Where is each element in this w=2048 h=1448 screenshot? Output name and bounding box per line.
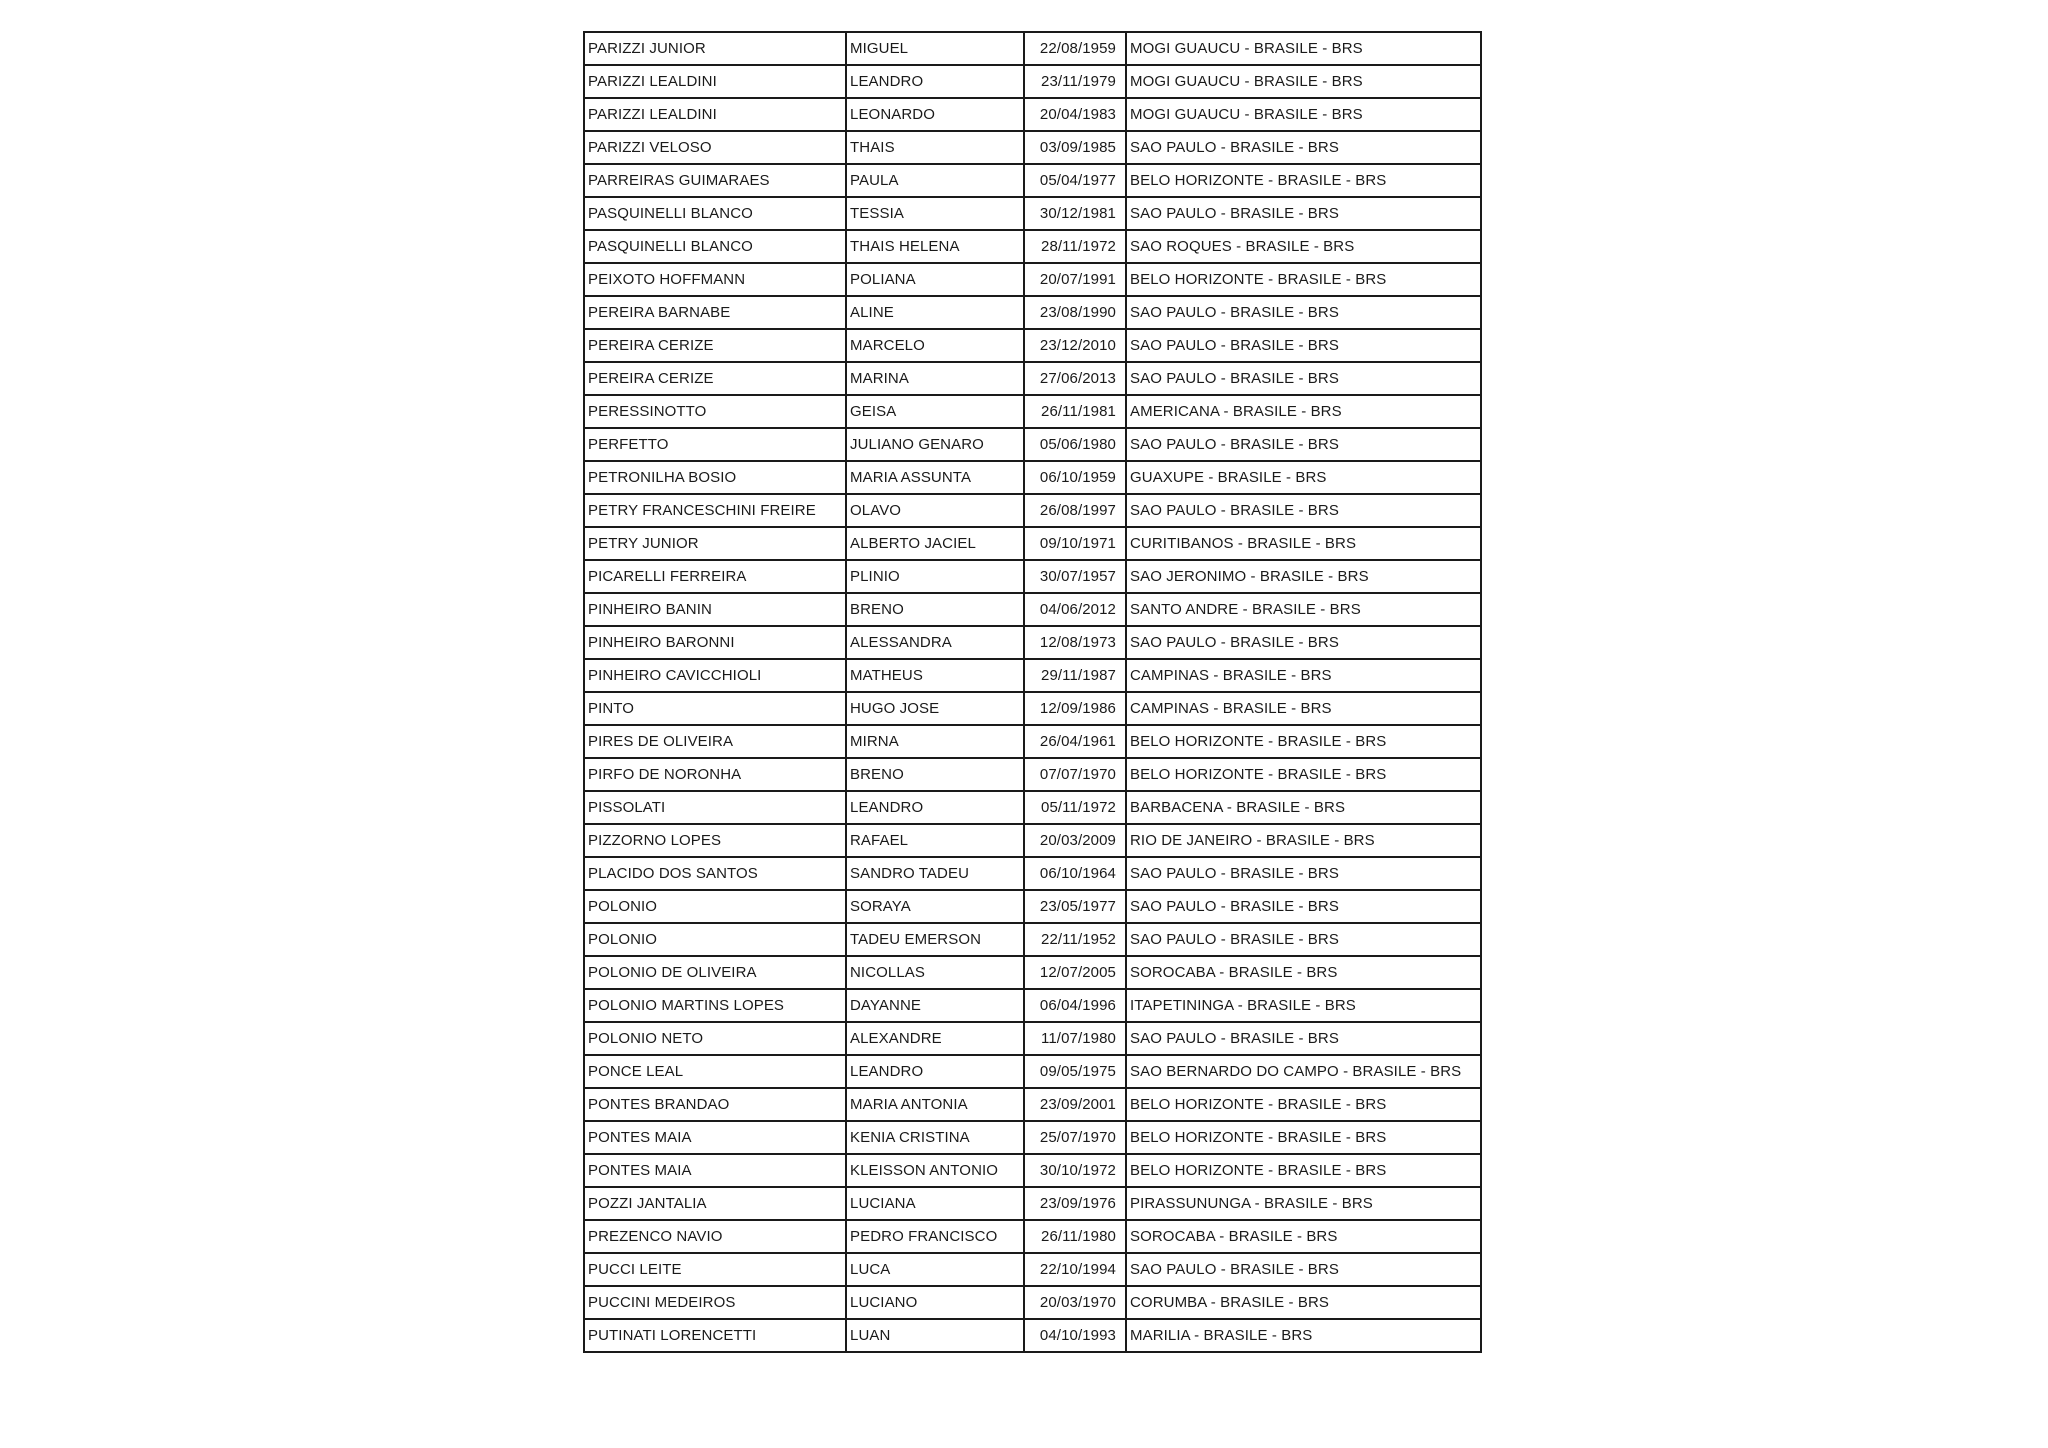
document-page [583,31,1482,1353]
birth-place-cell: SAO PAULO - BRASILE - BRS [1126,626,1481,659]
birth-date-cell: 06/10/1964 [1024,857,1126,890]
given-name-cell: LUCIANA [846,1187,1024,1220]
birth-place-cell: SAO BERNARDO DO CAMPO - BRASILE - BRS [1126,1055,1481,1088]
surname-cell: PINHEIRO BANIN [584,593,846,626]
birth-date-cell: 30/07/1957 [1024,560,1126,593]
table-row [584,626,1481,659]
table-row [584,659,1481,692]
table-row [584,593,1481,626]
table-row [584,692,1481,725]
birth-date-cell: 26/11/1980 [1024,1220,1126,1253]
birth-date-cell: 07/07/1970 [1024,758,1126,791]
birth-date-cell: 20/03/1970 [1024,1286,1126,1319]
table-row [584,560,1481,593]
given-name-cell: SORAYA [846,890,1024,923]
given-name-cell: GEISA [846,395,1024,428]
birth-place-cell: SAO PAULO - BRASILE - BRS [1126,1253,1481,1286]
given-name-cell: BRENO [846,593,1024,626]
given-name-cell: MIGUEL [846,32,1024,65]
birth-place-cell: SAO PAULO - BRASILE - BRS [1126,197,1481,230]
table-row [584,461,1481,494]
birth-place-cell: SAO PAULO - BRASILE - BRS [1126,428,1481,461]
surname-cell: PARIZZI VELOSO [584,131,846,164]
table-row [584,758,1481,791]
given-name-cell: MARINA [846,362,1024,395]
birth-place-cell: BELO HORIZONTE - BRASILE - BRS [1126,725,1481,758]
table-row [584,296,1481,329]
given-name-cell: LUCA [846,1253,1024,1286]
surname-cell: POLONIO DE OLIVEIRA [584,956,846,989]
table-row [584,527,1481,560]
birth-date-cell: 20/04/1983 [1024,98,1126,131]
surname-cell: POLONIO NETO [584,1022,846,1055]
table-row [584,230,1481,263]
surname-cell: POZZI JANTALIA [584,1187,846,1220]
birth-place-cell: BELO HORIZONTE - BRASILE - BRS [1126,1154,1481,1187]
birth-date-cell: 23/05/1977 [1024,890,1126,923]
birth-date-cell: 05/04/1977 [1024,164,1126,197]
given-name-cell: THAIS [846,131,1024,164]
given-name-cell: MATHEUS [846,659,1024,692]
birth-place-cell: MOGI GUAUCU - BRASILE - BRS [1126,98,1481,131]
birth-place-cell: MARILIA - BRASILE - BRS [1126,1319,1481,1352]
table-row [584,395,1481,428]
surname-cell: PISSOLATI [584,791,846,824]
birth-place-cell: SAO PAULO - BRASILE - BRS [1126,329,1481,362]
birth-place-cell: SAO PAULO - BRASILE - BRS [1126,923,1481,956]
birth-date-cell: 30/10/1972 [1024,1154,1126,1187]
birth-place-cell: SANTO ANDRE - BRASILE - BRS [1126,593,1481,626]
table-row [584,1121,1481,1154]
surname-cell: PIZZORNO LOPES [584,824,846,857]
table-row [584,923,1481,956]
birth-place-cell: SAO PAULO - BRASILE - BRS [1126,494,1481,527]
surname-cell: PREZENCO NAVIO [584,1220,846,1253]
birth-date-cell: 23/08/1990 [1024,296,1126,329]
table-row [584,263,1481,296]
given-name-cell: THAIS HELENA [846,230,1024,263]
surname-cell: PONTES BRANDAO [584,1088,846,1121]
birth-place-cell: SAO PAULO - BRASILE - BRS [1126,890,1481,923]
given-name-cell: ALBERTO JACIEL [846,527,1024,560]
surname-cell: PETRY FRANCESCHINI FREIRE [584,494,846,527]
surname-cell: PEIXOTO HOFFMANN [584,263,846,296]
birth-place-cell: SOROCABA - BRASILE - BRS [1126,956,1481,989]
birth-date-cell: 23/09/2001 [1024,1088,1126,1121]
table-row [584,164,1481,197]
table-row [584,890,1481,923]
birth-date-cell: 26/04/1961 [1024,725,1126,758]
birth-place-cell: BELO HORIZONTE - BRASILE - BRS [1126,758,1481,791]
birth-place-cell: SAO ROQUES - BRASILE - BRS [1126,230,1481,263]
birth-place-cell: BARBACENA - BRASILE - BRS [1126,791,1481,824]
surname-cell: PARIZZI LEALDINI [584,65,846,98]
birth-date-cell: 28/11/1972 [1024,230,1126,263]
birth-date-cell: 23/09/1976 [1024,1187,1126,1220]
given-name-cell: ALESSANDRA [846,626,1024,659]
birth-place-cell: SAO PAULO - BRASILE - BRS [1126,131,1481,164]
birth-date-cell: 27/06/2013 [1024,362,1126,395]
table-row [584,362,1481,395]
given-name-cell: MARIA ASSUNTA [846,461,1024,494]
birth-place-cell: SAO JERONIMO - BRASILE - BRS [1126,560,1481,593]
given-name-cell: KENIA CRISTINA [846,1121,1024,1154]
birth-place-cell: ITAPETININGA - BRASILE - BRS [1126,989,1481,1022]
birth-date-cell: 12/09/1986 [1024,692,1126,725]
given-name-cell: POLIANA [846,263,1024,296]
birth-date-cell: 25/07/1970 [1024,1121,1126,1154]
birth-place-cell: SAO PAULO - BRASILE - BRS [1126,362,1481,395]
table-row [584,1220,1481,1253]
given-name-cell: TESSIA [846,197,1024,230]
given-name-cell: SANDRO TADEU [846,857,1024,890]
given-name-cell: TADEU EMERSON [846,923,1024,956]
surname-cell: PASQUINELLI BLANCO [584,197,846,230]
table-row [584,1154,1481,1187]
surname-cell: PINHEIRO CAVICCHIOLI [584,659,846,692]
birth-place-cell: BELO HORIZONTE - BRASILE - BRS [1126,164,1481,197]
roster-table [583,31,1482,1353]
birth-place-cell: BELO HORIZONTE - BRASILE - BRS [1126,1121,1481,1154]
surname-cell: PARIZZI LEALDINI [584,98,846,131]
birth-date-cell: 20/07/1991 [1024,263,1126,296]
birth-place-cell: SAO PAULO - BRASILE - BRS [1126,1022,1481,1055]
birth-date-cell: 26/08/1997 [1024,494,1126,527]
birth-date-cell: 23/12/2010 [1024,329,1126,362]
given-name-cell: NICOLLAS [846,956,1024,989]
given-name-cell: OLAVO [846,494,1024,527]
surname-cell: PEREIRA BARNABE [584,296,846,329]
table-row [584,329,1481,362]
birth-date-cell: 22/08/1959 [1024,32,1126,65]
table-row [584,1022,1481,1055]
birth-date-cell: 22/11/1952 [1024,923,1126,956]
table-row [584,1319,1481,1352]
table-row [584,989,1481,1022]
given-name-cell: LEANDRO [846,1055,1024,1088]
surname-cell: POLONIO [584,890,846,923]
given-name-cell: PAULA [846,164,1024,197]
table-row [584,197,1481,230]
given-name-cell: BRENO [846,758,1024,791]
birth-date-cell: 06/10/1959 [1024,461,1126,494]
surname-cell: PIRES DE OLIVEIRA [584,725,846,758]
birth-date-cell: 09/05/1975 [1024,1055,1126,1088]
table-row [584,956,1481,989]
given-name-cell: PEDRO FRANCISCO [846,1220,1024,1253]
table-row [584,98,1481,131]
birth-date-cell: 05/11/1972 [1024,791,1126,824]
birth-date-cell: 04/10/1993 [1024,1319,1126,1352]
birth-date-cell: 12/08/1973 [1024,626,1126,659]
table-row [584,1187,1481,1220]
given-name-cell: MARIA ANTONIA [846,1088,1024,1121]
birth-place-cell: CAMPINAS - BRASILE - BRS [1126,659,1481,692]
birth-place-cell: SAO PAULO - BRASILE - BRS [1126,296,1481,329]
table-row [584,428,1481,461]
given-name-cell: LUCIANO [846,1286,1024,1319]
table-row [584,1055,1481,1088]
birth-date-cell: 05/06/1980 [1024,428,1126,461]
surname-cell: PICARELLI FERREIRA [584,560,846,593]
birth-date-cell: 04/06/2012 [1024,593,1126,626]
surname-cell: PERFETTO [584,428,846,461]
surname-cell: PIRFO DE NORONHA [584,758,846,791]
birth-date-cell: 06/04/1996 [1024,989,1126,1022]
table-row [584,725,1481,758]
given-name-cell: LEANDRO [846,65,1024,98]
table-row [584,1253,1481,1286]
table-row [584,494,1481,527]
table-row [584,1088,1481,1121]
birth-place-cell: SAO PAULO - BRASILE - BRS [1126,857,1481,890]
birth-place-cell: AMERICANA - BRASILE - BRS [1126,395,1481,428]
birth-date-cell: 30/12/1981 [1024,197,1126,230]
given-name-cell: MIRNA [846,725,1024,758]
given-name-cell: JULIANO GENARO [846,428,1024,461]
surname-cell: PUCCINI MEDEIROS [584,1286,846,1319]
given-name-cell: LUAN [846,1319,1024,1352]
surname-cell: POLONIO [584,923,846,956]
birth-place-cell: BELO HORIZONTE - BRASILE - BRS [1126,263,1481,296]
given-name-cell: PLINIO [846,560,1024,593]
birth-date-cell: 11/07/1980 [1024,1022,1126,1055]
table-row [584,857,1481,890]
table-row [584,131,1481,164]
given-name-cell: DAYANNE [846,989,1024,1022]
surname-cell: PASQUINELLI BLANCO [584,230,846,263]
surname-cell: PETRY JUNIOR [584,527,846,560]
birth-place-cell: RIO DE JANEIRO - BRASILE - BRS [1126,824,1481,857]
surname-cell: PONTES MAIA [584,1121,846,1154]
surname-cell: POLONIO MARTINS LOPES [584,989,846,1022]
surname-cell: PUTINATI LORENCETTI [584,1319,846,1352]
surname-cell: PARREIRAS GUIMARAES [584,164,846,197]
surname-cell: PARIZZI JUNIOR [584,32,846,65]
surname-cell: PINTO [584,692,846,725]
surname-cell: PLACIDO DOS SANTOS [584,857,846,890]
birth-place-cell: CAMPINAS - BRASILE - BRS [1126,692,1481,725]
surname-cell: PEREIRA CERIZE [584,329,846,362]
given-name-cell: HUGO JOSE [846,692,1024,725]
given-name-cell: MARCELO [846,329,1024,362]
table-row [584,824,1481,857]
surname-cell: PEREIRA CERIZE [584,362,846,395]
birth-date-cell: 22/10/1994 [1024,1253,1126,1286]
birth-date-cell: 09/10/1971 [1024,527,1126,560]
surname-cell: PERESSINOTTO [584,395,846,428]
birth-date-cell: 23/11/1979 [1024,65,1126,98]
roster-table-body [584,32,1481,1352]
birth-place-cell: CORUMBA - BRASILE - BRS [1126,1286,1481,1319]
birth-place-cell: PIRASSUNUNGA - BRASILE - BRS [1126,1187,1481,1220]
surname-cell: PUCCI LEITE [584,1253,846,1286]
given-name-cell: ALEXANDRE [846,1022,1024,1055]
given-name-cell: KLEISSON ANTONIO [846,1154,1024,1187]
birth-date-cell: 03/09/1985 [1024,131,1126,164]
birth-date-cell: 20/03/2009 [1024,824,1126,857]
birth-place-cell: SOROCABA - BRASILE - BRS [1126,1220,1481,1253]
birth-date-cell: 12/07/2005 [1024,956,1126,989]
birth-date-cell: 26/11/1981 [1024,395,1126,428]
surname-cell: PONTES MAIA [584,1154,846,1187]
given-name-cell: RAFAEL [846,824,1024,857]
birth-date-cell: 29/11/1987 [1024,659,1126,692]
surname-cell: PINHEIRO BARONNI [584,626,846,659]
table-row [584,791,1481,824]
birth-place-cell: BELO HORIZONTE - BRASILE - BRS [1126,1088,1481,1121]
table-row [584,1286,1481,1319]
surname-cell: PONCE LEAL [584,1055,846,1088]
birth-place-cell: MOGI GUAUCU - BRASILE - BRS [1126,65,1481,98]
birth-place-cell: CURITIBANOS - BRASILE - BRS [1126,527,1481,560]
table-row [584,32,1481,65]
given-name-cell: ALINE [846,296,1024,329]
birth-place-cell: MOGI GUAUCU - BRASILE - BRS [1126,32,1481,65]
given-name-cell: LEONARDO [846,98,1024,131]
surname-cell: PETRONILHA BOSIO [584,461,846,494]
birth-place-cell: GUAXUPE - BRASILE - BRS [1126,461,1481,494]
table-row [584,65,1481,98]
given-name-cell: LEANDRO [846,791,1024,824]
